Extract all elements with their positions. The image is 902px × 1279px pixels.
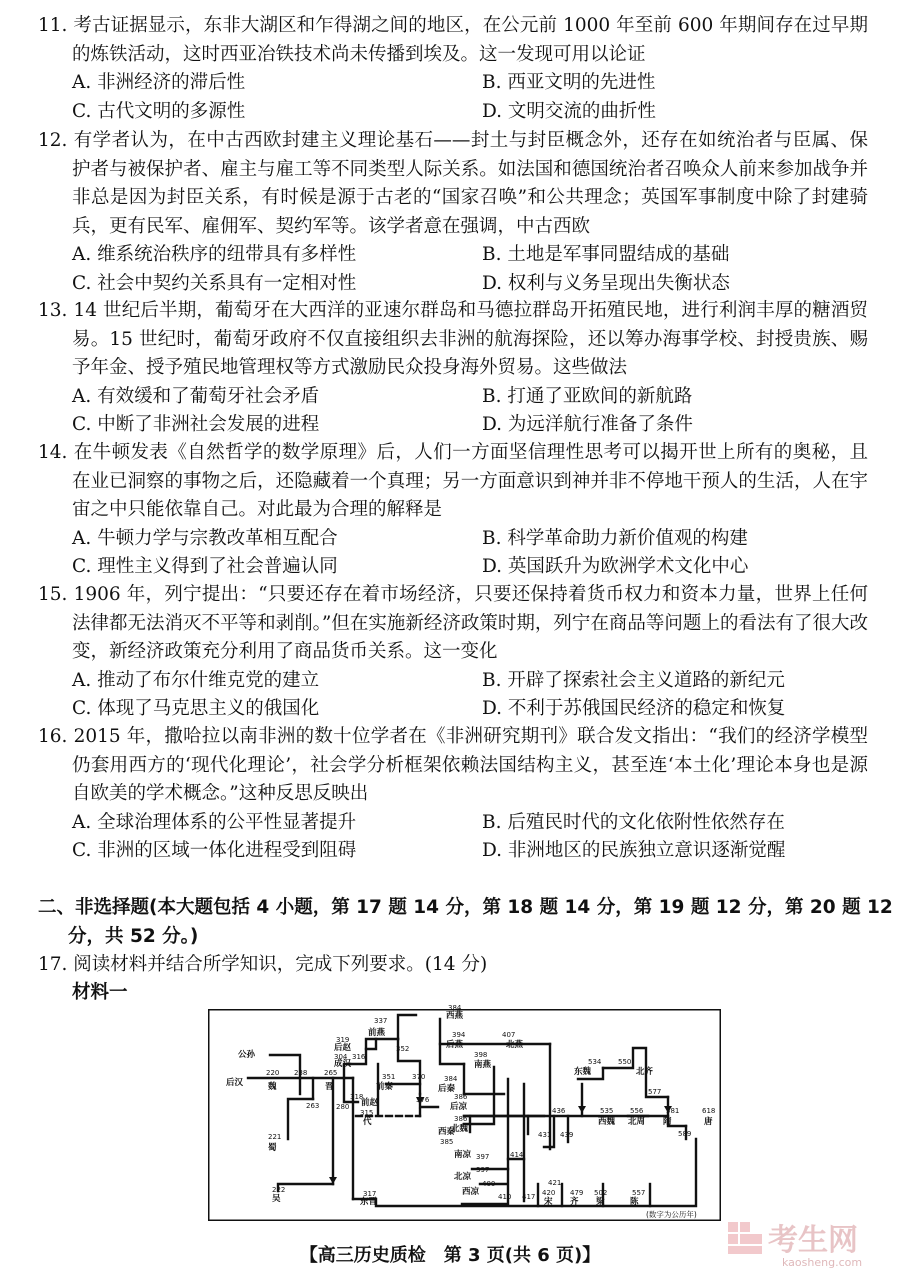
year-label: 436 [552, 1107, 566, 1115]
option-b: B. 土地是军事同盟结成的基础 [482, 244, 730, 265]
year-label: 397 [476, 1166, 490, 1174]
dynasty-beiwei: 北魏 [451, 1124, 469, 1134]
dynasty-dongjin: 东晋 [360, 1197, 378, 1207]
dynasty-xiwei: 西魏 [598, 1117, 616, 1127]
year-label: 407 [502, 1031, 516, 1039]
option-d: D. 为远洋航行准备了条件 [482, 414, 693, 435]
dynasty-beiyan: 北燕 [506, 1040, 524, 1050]
year-label: 384 [448, 1004, 462, 1012]
question-stem: 13. 14 世纪后半期，葡萄牙在大西洋的亚速尔群岛和马德拉群岛开拓殖民地，进行利润丰厚的糖酒贸易。15 世纪时，葡萄牙政府不仅直接组织去非洲的航海探险，还以筹办海事学校、封授贵族、赐予年金、授予殖民地管理权等方式激励民众投身海外贸易。这些做法 [38, 300, 868, 378]
dynasty-song: 宋 [544, 1197, 553, 1207]
dynasty-qi: 齐 [570, 1197, 579, 1207]
year-label: 222 [272, 1186, 286, 1194]
year-label: 384 [444, 1075, 458, 1083]
watermark-site: kaosheng.com [782, 1256, 863, 1269]
year-label: 410 [498, 1193, 512, 1201]
dynasty-xiqin: 西秦 [438, 1127, 456, 1137]
dynasty-lineage-diagram [208, 1004, 721, 1221]
question-16 [38, 723, 868, 866]
options [38, 525, 868, 582]
dynasty-dongwei: 东魏 [574, 1067, 592, 1077]
dynasty-wei: 魏 [268, 1082, 277, 1092]
year-label: 556 [630, 1107, 644, 1115]
option-a: A. 全球治理体系的公平性显著提升 [72, 811, 357, 833]
option-a: A. 有效缓和了葡萄牙社会矛盾 [72, 385, 320, 407]
year-label: 318 [350, 1093, 364, 1101]
year-label: 280 [336, 1103, 350, 1111]
year-label: 220 [266, 1069, 280, 1077]
year-label: 400 [482, 1180, 496, 1188]
dynasty-chenghan: 成汉 [334, 1059, 352, 1069]
material-label: 材料一 [72, 982, 128, 1003]
year-label: 550 [618, 1058, 632, 1066]
year-label: 398 [474, 1051, 488, 1059]
year-label: 316 [352, 1053, 366, 1061]
options [38, 383, 868, 440]
dynasty-gongsun: 公孙 [238, 1050, 256, 1060]
question-15 [38, 581, 868, 724]
year-label: 420 [542, 1189, 556, 1197]
year-label: 315 [360, 1109, 374, 1117]
option-c: C. 体现了马克思主义的俄国化 [72, 698, 320, 719]
year-label: 337 [374, 1017, 388, 1025]
option-a: A. 推动了布尔什维克党的建立 [72, 669, 320, 691]
year-label: 421 [548, 1179, 562, 1187]
dynasty-qianzhao: 前赵 [361, 1098, 379, 1108]
dynasty-xiyan: 西燕 [446, 1011, 464, 1021]
year-label: 352 [396, 1045, 410, 1053]
option-d: D. 不利于苏俄国民经济的稳定和恢复 [482, 698, 786, 719]
year-label: 385 [440, 1138, 454, 1146]
dynasty-nanyan: 南燕 [474, 1060, 492, 1070]
dynasty-tang: 唐 [704, 1117, 713, 1127]
dynasty-houyan: 后燕 [446, 1040, 464, 1050]
options [38, 241, 868, 298]
dynasty-xiliang: 西凉 [462, 1187, 480, 1197]
option-b: B. 科学革命助力新价值观的构建 [482, 527, 748, 549]
year-label: 351 [382, 1073, 396, 1081]
dynasty-qianqin: 前秦 [376, 1082, 394, 1092]
option-a: A. 非洲经济的滞后性 [72, 72, 246, 93]
dynasty-houzhao: 后赵 [334, 1043, 352, 1053]
question-stem: 14. 在牛顿发表《自然哲学的数学原理》后，人们一方面坚信理性思考可以揭开世上所有的奥秘，且在业已洞察的事物之后，还隐藏着一个真理；另一方面意识到神并非不停地干预人的生活，人在宇宙之中只能依靠自己。对此最为合理的解释是 [38, 442, 868, 520]
option-d: D. 文明交流的曲折性 [482, 100, 656, 122]
year-label: 589 [678, 1130, 692, 1138]
year-label: 304 [334, 1053, 348, 1061]
question-stem: 16. 2015 年，撒哈拉以南非洲的数十位学者在《非洲研究期刊》联合发文指出：“我们的经济学模型仍套用西方的‘现代化理论’，社会学分析框架依赖法国结构主义，甚至连‘本土化’理论本身也是源自欧美的学术概念。”这种反思反映出 [38, 726, 868, 804]
dynasty-qianyan: 前燕 [368, 1028, 386, 1038]
question-11 [38, 12, 868, 126]
question-stem: 12. 有学者认为，在中古西欧封建主义理论基石——封土与封臣概念外，还存在如统治者与臣属、保护者与被保护者、雇主与雇工等不同类型人际关系。如法国和德国统治者召唤众人前来参加战争并非总是因为封臣关系，有时候是源于古老的“国家召唤”和公共理念；英国军事制度中除了封建骑兵，更有民军、雇佣军、契约军等。该学者意在强调，中古西欧 [38, 130, 868, 237]
option-c: C. 中断了非洲社会发展的进程 [72, 414, 320, 435]
year-label: 386 [454, 1093, 468, 1101]
year-label: 534 [588, 1058, 602, 1066]
options [38, 69, 868, 126]
year-label: 577 [648, 1088, 662, 1096]
year-label: 265 [324, 1069, 338, 1077]
question-stem: 11. 考古证据显示，东非大湖区和乍得湖之间的地区，在公元前 1000 年至前 600 年期间存在过早期的炼铁活动，这时西亚冶铁技术尚未传播到埃及。这一发现可用以论证 [38, 15, 868, 65]
year-label: 581 [666, 1107, 680, 1115]
option-c: C. 社会中契约关系具有一定相对性 [72, 272, 357, 294]
question-12 [38, 127, 868, 298]
watermark [722, 1216, 892, 1272]
option-a: A. 维系统治秩序的纽带具有多样性 [72, 244, 357, 265]
dynasty-chen: 陈 [630, 1197, 639, 1207]
year-label: 417 [522, 1193, 536, 1201]
option-b: B. 西亚文明的先进性 [482, 72, 656, 93]
option-b: B. 开辟了探索社会主义道路的新纪元 [482, 669, 785, 691]
year-label: 317 [363, 1190, 377, 1198]
dynasty-nanliang: 南凉 [454, 1150, 472, 1160]
year-label: 618 [702, 1107, 716, 1115]
dynasty-beizhou: 北周 [628, 1117, 646, 1127]
option-b: B. 打通了亚欧间的新航路 [482, 385, 693, 407]
dynasty-beiqi: 北齐 [636, 1067, 654, 1077]
dynasty-wu: 吴 [272, 1194, 281, 1204]
dynasty-liang: 梁 [596, 1197, 605, 1207]
year-label: 502 [594, 1189, 608, 1197]
year-label: 386 [454, 1115, 468, 1123]
option-d: D. 英国跃升为欧洲学术文化中心 [482, 556, 749, 577]
year-label: 439 [560, 1131, 574, 1139]
question-13 [38, 297, 868, 440]
year-label: 535 [600, 1107, 614, 1115]
dynasty-houliang: 后凉 [450, 1102, 468, 1112]
year-label: 370 [412, 1073, 426, 1081]
option-d: D. 非洲地区的民族独立意识逐渐觉醒 [482, 840, 786, 861]
options [38, 809, 868, 866]
diagram-note: (数字为公历年) [646, 1210, 697, 1219]
year-label: 221 [268, 1133, 282, 1141]
dynasty-sui: 隋 [663, 1117, 672, 1127]
options [38, 667, 868, 724]
year-label: 557 [632, 1189, 646, 1197]
year-label: 394 [452, 1031, 466, 1039]
year-label: 376 [416, 1096, 430, 1104]
dynasty-houqin: 后秦 [438, 1084, 456, 1094]
page-footer: 【高三历史质检 第 3 页(共 6 页)】 [299, 1245, 601, 1266]
year-label: 397 [476, 1153, 490, 1161]
dynasty-dai: 代 [363, 1117, 372, 1127]
dynasty-shu: 蜀 [268, 1143, 277, 1153]
watermark-logo-icon [722, 1216, 892, 1272]
option-d: D. 权利与义务呈现出失衡状态 [482, 272, 730, 294]
watermark-brand: 考生网 [768, 1223, 858, 1258]
option-b: B. 后殖民时代的文化依附性依然存在 [482, 811, 785, 833]
year-label: 238 [294, 1069, 308, 1077]
option-c: C. 非洲的区域一体化进程受到阻碍 [72, 840, 357, 861]
option-c: C. 古代文明的多源性 [72, 100, 246, 122]
year-label: 431 [538, 1131, 552, 1139]
dynasty-jin: 晋 [325, 1082, 334, 1092]
year-label: 414 [510, 1151, 524, 1159]
dynasty-houhan: 后汉 [226, 1078, 244, 1088]
question-stem: 15. 1906 年，列宁提出：“只要还存在着市场经济，只要还保持着货币权力和资本力量，世界上任何法律都无法消灭不平等和剥削。”但在实施新经济政策时期，列宁在商品等问题上的看法有了很大改变，新经济政策充分利用了商品货币关系。这一变化 [38, 584, 868, 662]
year-label: 479 [570, 1189, 584, 1197]
section-heading: 二、非选择题(本大题包括 4 小题，第 17 题 14 分，第 18 题 14 分，第 19 题 12 分，第 20 题 12 分，共 52 分。) [38, 897, 893, 947]
dynasty-beiliang: 北凉 [454, 1172, 472, 1182]
year-label: 319 [336, 1036, 350, 1044]
question-17-stem: 17. 阅读材料并结合所学知识，完成下列要求。(14 分) [38, 954, 488, 975]
year-label: 263 [306, 1102, 320, 1110]
question-14 [38, 439, 868, 582]
option-a: A. 牛顿力学与宗教改革相互配合 [72, 527, 338, 549]
option-c: C. 理性主义得到了社会普遍认同 [72, 556, 338, 577]
